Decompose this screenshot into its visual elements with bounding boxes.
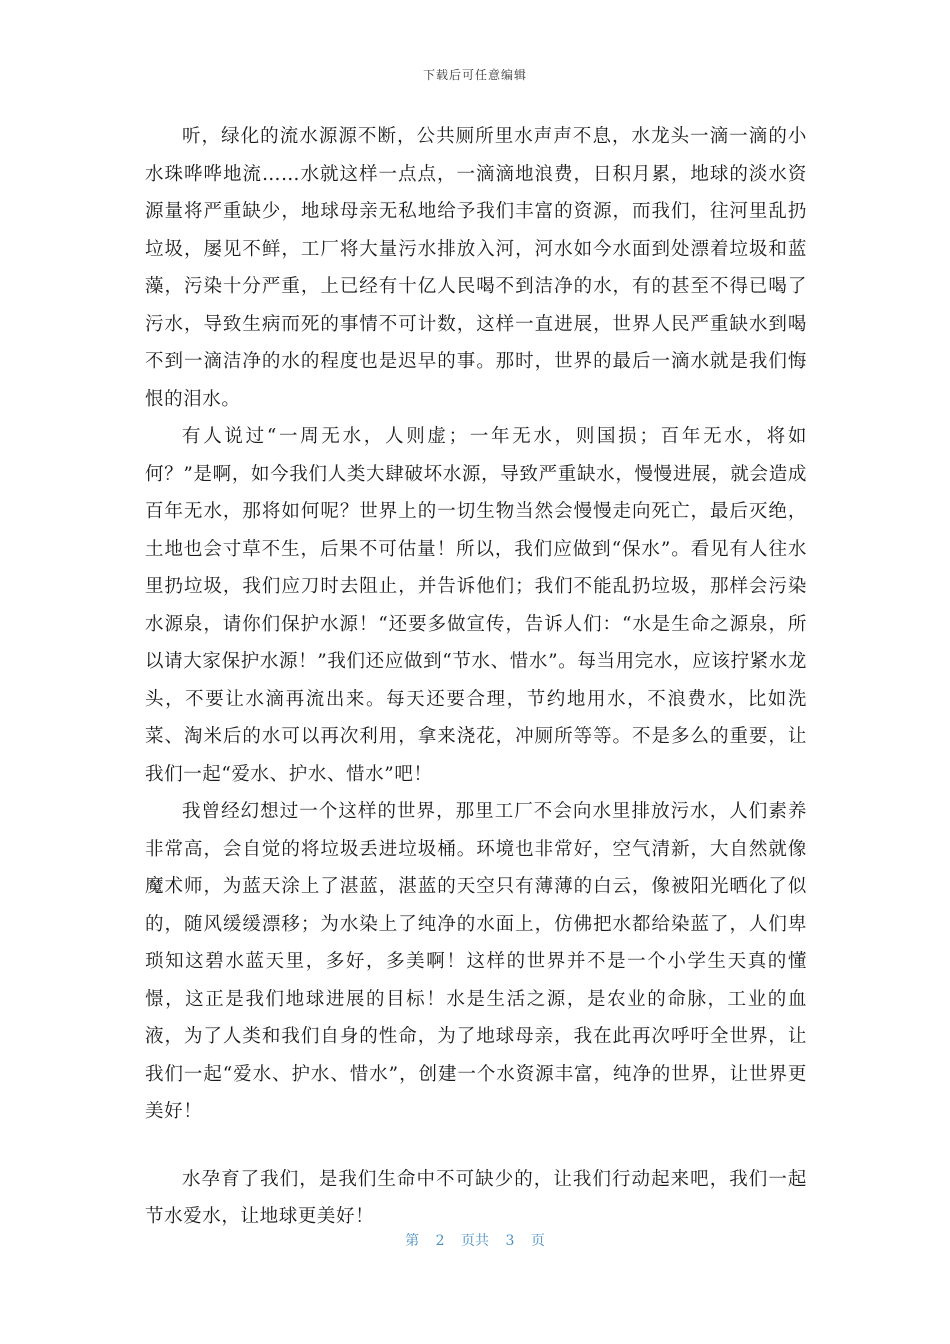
paragraph-1: 听，绿化的流水源源不断，公共厕所里水声声不息，水龙头一滴一滴的小水珠哗哗地流……水就这样一点点，一滴滴地浪费，日积月累，地球的淡水资源量将严重缺少，地球母亲无私地给予我们丰富的资源，而我们，往河里乱扔垃圾，屡见不鲜，工厂将大量污水排放入河，河水如今水面到处漂着垃圾和蓝藻，污染十分严重，上已经有十亿人民喝不到洁净的水，有的甚至不得已喝了污水，导致生病而死的事情不可计数，这样一直进展，世界人民严重缺水到喝不到一滴洁净的水的程度也是迟早的事。那时，世界的最后一滴水就是我们悔恨的泪水。 — [145, 126, 807, 410]
footer-prefix: 第 — [405, 1233, 420, 1249]
footer-total-pages: 3 — [505, 1233, 515, 1249]
paragraph-3: 我曾经幻想过一个这样的世界，那里工厂不会向水里排放污水，人们素养非常高，会自觉的将垃圾丢进垃圾桶。环境也非常好，空气清新，大自然就像魔术师，为蓝天涂上了湛蓝，湛蓝的天空只有薄薄的白云，像被阳光晒化了似的，随风缓缓漂移；为水染上了纯净的水面上，仿佛把水都给染蓝了，人们卑琐知这碧水蓝天里，多好，多美啊！这样的世界并不是一个小学生天真的懂憬，这正是我们地球进展的目标！水是生活之源，是农业的命脉，工业的血液，为了人类和我们自身的性命，为了地球母亲，我在此再次呼吁全世界，让我们一起“爱水、护水、惜水”，创建一个水资源丰富，纯净的世界，让世界更美好！ — [145, 801, 807, 1122]
page-footer — [0, 1230, 950, 1250]
document-body — [145, 118, 807, 1236]
paragraph-spacer — [145, 1131, 807, 1161]
footer-middle: 页共 — [461, 1233, 489, 1249]
page-header-note: 下载后可任意编辑 — [422, 68, 527, 82]
footer-current-page: 2 — [435, 1233, 445, 1249]
paragraph-4: 水孕育了我们，是我们生命中不可缺少的，让我们行动起来吧，我们一起节水爱水，让地球更美好！ — [145, 1168, 807, 1227]
paragraph-2: 有人说过“一周无水，人则虚；一年无水，则国损；百年无水，将如何？”是啊，如今我们人类大肆破坏水源，导致严重缺水，慢慢进展，就会造成百年无水，那将如何呢？世界上的一切生物当然会慢慢走向死亡，最后灭绝，土地也会寸草不生，后果不可估量！所以，我们应做到“保水”。看见有人往水里扔垃圾，我们应刀时去阻止，并告诉他们；我们不能乱扔垃圾，那样会污染水源泉，请你们保护水源！“还要多做宣传，告诉人们：“水是生命之源泉，所以请大家保护水源！”我们还应做到“节水、惜水”。每当用完水，应该拧紧水龙头，不要让水滴再流出来。每天还要合理，节约地用水，不浪费水，比如洗菜、淘米后的水可以再次利用，拿来浇花，冲厕所等等。不是多么的重要，让我们一起“爱水、护水、惜水”吧！ — [145, 426, 807, 785]
footer-suffix: 页 — [530, 1233, 545, 1249]
